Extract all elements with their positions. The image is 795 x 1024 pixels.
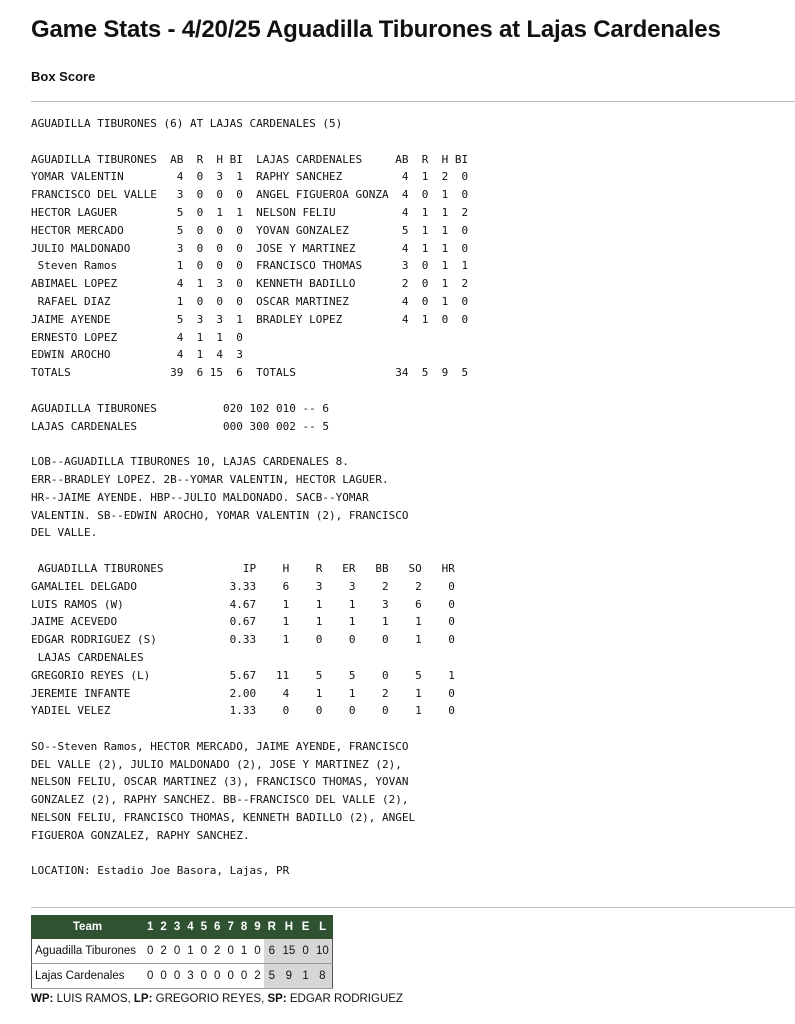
inning-score: 0 (144, 964, 157, 989)
hits-total: 15 (279, 939, 298, 964)
header-cell: L (313, 916, 332, 939)
inning-score: 0 (251, 939, 264, 964)
hits-total: 9 (279, 964, 298, 989)
left-on-base-total: 10 (313, 939, 332, 964)
inning-score: 3 (184, 964, 197, 989)
table-row (32, 939, 333, 964)
losing-pitcher: GREGORIO REYES, (155, 993, 265, 1005)
inning-score: 0 (144, 939, 157, 964)
winning-pitcher: LUIS RAMOS, (56, 993, 131, 1005)
inning-score: 2 (251, 964, 264, 989)
line-score-header-row (32, 916, 333, 939)
header-cell: 5 (197, 916, 210, 939)
team-name: Aguadilla Tiburones (32, 939, 144, 964)
inning-score: 2 (157, 939, 170, 964)
header-cell: R (264, 916, 279, 939)
section-heading-box-score: Box Score (31, 69, 96, 84)
sp-label: SP: (267, 993, 287, 1005)
page-title: Game Stats - 4/20/25 Aguadilla Tiburones at Lajas Cardenales (31, 16, 721, 43)
pitcher-decisions (31, 993, 403, 1005)
header-cell: 2 (157, 916, 170, 939)
save-pitcher: EDGAR RODRIGUEZ (289, 993, 403, 1005)
header-cell: 3 (170, 916, 183, 939)
header-cell: 6 (211, 916, 224, 939)
errors-total: 1 (298, 964, 313, 989)
lp-label: LP: (133, 993, 153, 1005)
inning-score: 0 (157, 964, 170, 989)
header-cell: E (298, 916, 313, 939)
runs-total: 6 (264, 939, 279, 964)
inning-score: 0 (224, 964, 237, 989)
wp-label: WP: (31, 993, 54, 1005)
inning-score: 0 (197, 964, 210, 989)
inning-score: 0 (170, 939, 183, 964)
inning-score: 0 (197, 939, 210, 964)
header-cell: H (279, 916, 298, 939)
header-cell: 8 (237, 916, 250, 939)
header-cell: 7 (224, 916, 237, 939)
box-score-text: AGUADILLA TIBURONES (6) AT LAJAS CARDENALES (5) AGUADILLA TIBURONES AB R H BI LAJAS CARDENALES AB R H BI YOMAR VALENTIN 4 0 3 1 RAPHY SANCHEZ 4 1 2 0 FRANCISCO DEL VALLE 3 0 0 0 ANGEL FIGUEROA GONZA 4 0 1 0 HECTOR LAGUER 5 0 1 1 NELSON FELIU 4 1 1 2 HECTOR MERCADO 5 0 0 0 YOVAN GONZALEZ 5 1 1 0 JULIO MALDONADO 3 0 0 0 JOSE Y MARTINEZ 4 1 1 0 Steven Ramos 1 0 0 0 FRANCISCO THOMAS 3 0 1 1 ABIMAEL LOPEZ 4 1 3 0 KENNETH BADILLO 2 0 1 2 RAFAEL DIAZ 1 0 0 0 OSCAR MARTINEZ 4 0 1 0 JAIME AYENDE 5 3 3 1 BRADLEY LOPEZ 4 1 0 0 ERNESTO LOPEZ 4 1 1 0 EDWIN AROCHO 4 1 4 3 TOTALS 39 6 15 6 TOTALS 34 5 9 5 AGUADILLA TIBURONES 020 102 010 -- 6 LAJAS CARDENALES 000 300 002 -- 5 LOB--AGUADILLA TIBURONES 10, LAJAS CARDENALES 8. ERR--BRADLEY LOPEZ. 2B--YOMAR VALENTIN, HECTOR LAGUER. HR--JAIME AYENDE. HBP--JULIO MALDONADO. SACB--YOMAR VALENTIN. SB--EDWIN AROCHO, YOMAR VALENTIN (2), FRANCISCO DEL VALLE. AGUADILLA TIBURONES IP H R ER BB SO HR GAMALIEL DELGADO 3.33 6 3 3 2 2 0 LUIS RAMOS (W) 4.67 1 1 1 3 6 0 JAIME ACEVEDO 0.67 1 1 1 1 1 0 EDGAR RODRIGUEZ (S) 0.33 1 0 0 0 1 0 LAJAS CARDENALES GREGORIO REYES (L) 5.67 11 5 5 0 5 1 JEREMIE INFANTE 2.00 4 1 1 2 1 0 YADIEL VELEZ 1.33 0 0 0 0 1 0 SO--Steven Ramos, HECTOR MERCADO, JAIME AYENDE, FRANCISCO DEL VALLE (2), JULIO MALDONADO (2), JOSE Y MARTINEZ (2), NELSON FELIU, OSCAR MARTINEZ (3), FRANCISCO THOMAS, YOVAN GONZALEZ (2), RAPHY SANCHEZ. BB--FRANCISCO DEL VALLE (2), NELSON FELIU, FRANCISCO THOMAS, KENNETH BADILLO (2), ANGEL FIGUEROA GONZALEZ, RAPHY SANCHEZ. LOCATION: Estadio Joe Basora, Lajas, PR (31, 117, 469, 878)
inning-score: 0 (237, 964, 250, 989)
divider (31, 907, 795, 908)
divider (31, 101, 795, 102)
inning-score: 1 (184, 939, 197, 964)
team-name: Lajas Cardenales (32, 964, 144, 989)
inning-score: 1 (237, 939, 250, 964)
errors-total: 0 (298, 939, 313, 964)
line-score-table (31, 915, 333, 989)
header-cell: 4 (184, 916, 197, 939)
inning-score: 0 (224, 939, 237, 964)
inning-score: 0 (170, 964, 183, 989)
left-on-base-total: 8 (313, 964, 332, 989)
inning-score: 0 (211, 964, 224, 989)
table-row (32, 964, 333, 989)
header-cell: 9 (251, 916, 264, 939)
header-cell: Team (32, 916, 144, 939)
header-cell: 1 (144, 916, 157, 939)
inning-score: 2 (211, 939, 224, 964)
runs-total: 5 (264, 964, 279, 989)
